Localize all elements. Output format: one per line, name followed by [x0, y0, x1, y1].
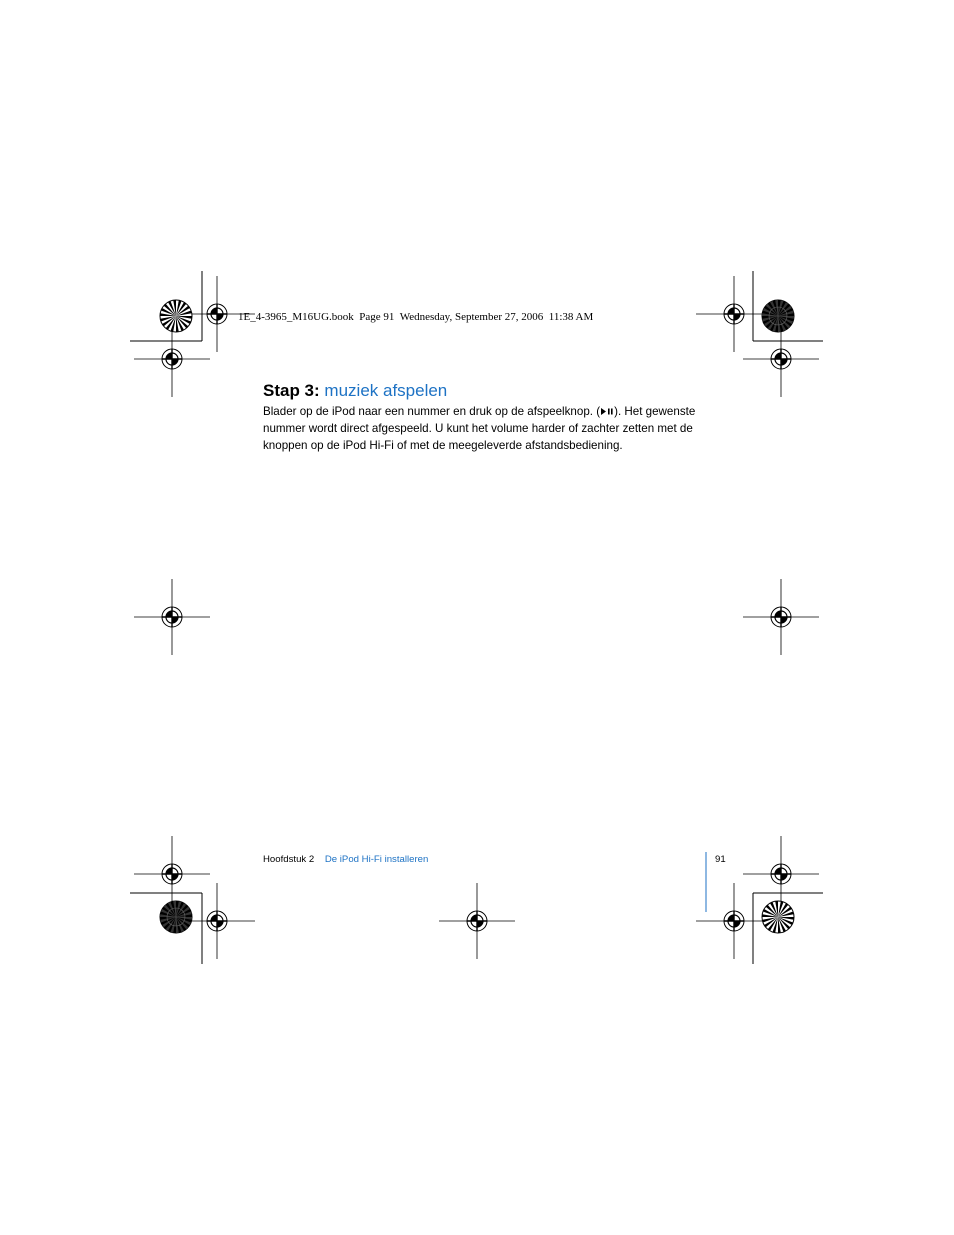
star-target-mark: [160, 300, 192, 332]
registration-mark: [134, 579, 210, 655]
registration-mark: [743, 321, 819, 397]
registration-mark: [439, 883, 515, 959]
footer: [263, 854, 428, 865]
print-slug: 1E_4-3965_M16UG.book Page 91 Wednesday, September 27, 2006 11:38 AM: [238, 311, 594, 323]
registration-mark: [134, 321, 210, 397]
play-pause-icon: [600, 407, 614, 416]
heading-title: muziek afspelen: [324, 381, 448, 400]
heading-step-label: Stap 3:: [263, 381, 320, 400]
star-target-mark: [160, 901, 192, 933]
body-line: Blader op de iPod naar een nummer en druk op de afspeelknop. ( ). Het gewenste: [263, 405, 696, 418]
body-line: knoppen op de iPod Hi-Fi of met de meegeleverde afstandsbediening.: [263, 439, 623, 452]
registration-mark: [696, 883, 772, 959]
registration-mark: [743, 579, 819, 655]
footer-chapter-title: De iPod Hi-Fi installeren: [324, 854, 429, 865]
page-number: 91: [715, 854, 726, 865]
star-target-mark: [762, 901, 794, 933]
body-line: nummer wordt direct afgespeeld. U kunt het volume harder of zachter zetten met de: [263, 422, 693, 435]
star-target-mark: [762, 300, 794, 332]
footer-chapter: Hoofdstuk 2: [263, 854, 315, 865]
registration-mark: [134, 836, 210, 912]
registration-mark: [743, 836, 819, 912]
section-heading: [263, 381, 447, 401]
body-paragraph: [263, 403, 703, 454]
